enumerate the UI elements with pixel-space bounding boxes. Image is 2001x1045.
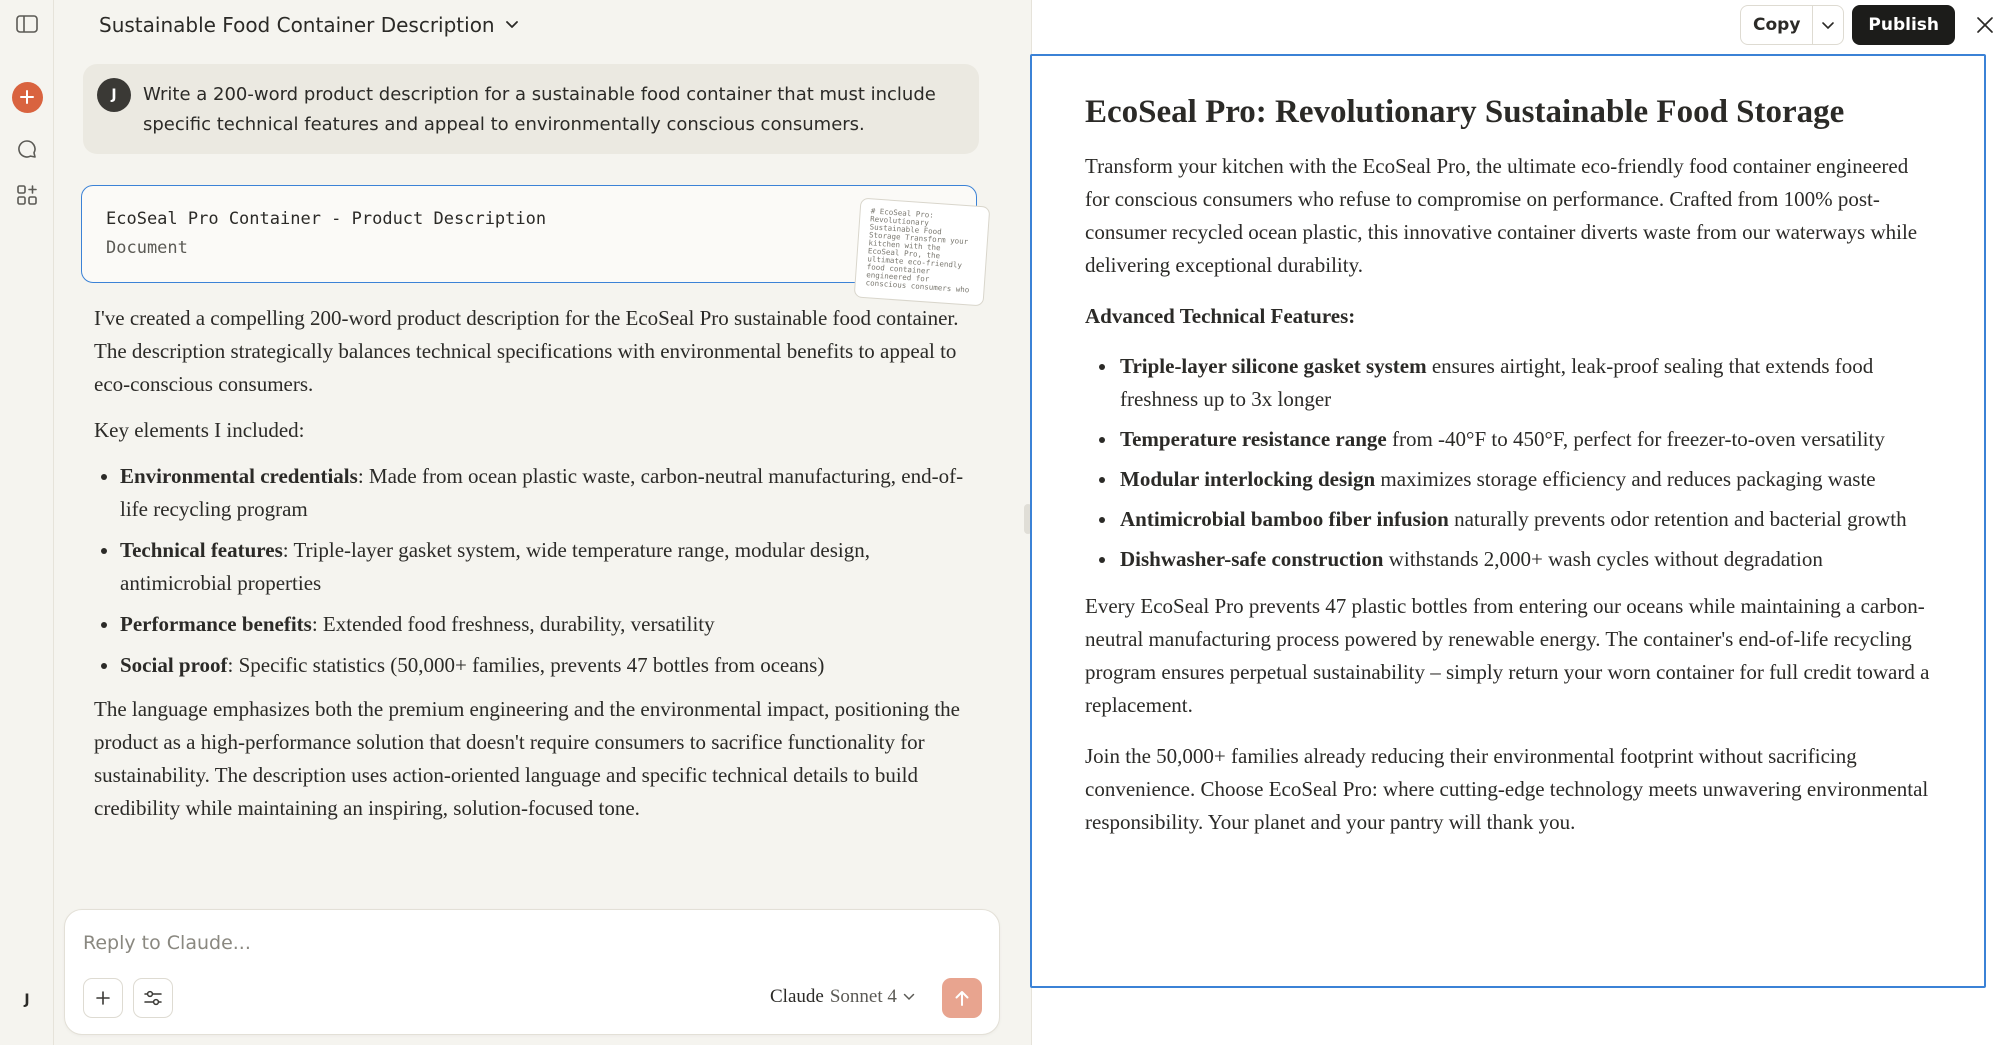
model-selector[interactable] (770, 986, 915, 1008)
copy-button[interactable]: Copy (1741, 6, 1813, 44)
model-version: Sonnet 4 (829, 986, 897, 1007)
list-item: Modular interlocking design maximizes storage efficiency and reduces packaging waste (1085, 463, 1935, 496)
copy-split-button (1740, 5, 1844, 45)
document-paragraph: Join the 50,000+ families already reducing their environmental footprint without sacrificing convenience. Choose EcoSeal Pro: where cutting-edge technology meets unwavering environmental responsibility. Your planet and your pantry will thank you. (1085, 744, 1929, 834)
reply-input[interactable] (83, 932, 963, 954)
user-message-text: Write a 200-word product description for a sustainable food container that must include specific technical features and appeal to environmentally conscious consumers. (143, 84, 936, 135)
settings-sliders-icon (144, 990, 162, 1006)
features-list (1085, 350, 1935, 576)
artifact-card[interactable] (81, 185, 977, 295)
projects-icon (16, 184, 38, 206)
user-message (83, 64, 979, 154)
new-chat-button[interactable] (8, 78, 46, 116)
document-title: EcoSeal Pro: Revolutionary Sustainable Food Storage (1085, 94, 1845, 130)
artifact-thumbnail: # EcoSeal Pro: Revolutionary Sustainable Food Storage Transform your kitchen with the EcoSeal Pro, the ultimate eco-friendly food container engineered for conscious consumers who (854, 198, 991, 307)
list-item: Antimicrobial bamboo fiber infusion naturally prevents odor retention and bacterial growth (1085, 503, 1935, 536)
close-icon (1976, 16, 1994, 34)
reply-key-heading: Key elements I included: (94, 418, 305, 442)
artifact-card-type: Document (106, 238, 188, 258)
avatar: J (97, 78, 131, 112)
left-rail (0, 0, 54, 1045)
composer (64, 909, 1000, 1035)
list-item: Dishwasher-safe construction withstands 2,000+ wash cycles without degradation (1085, 543, 1935, 576)
projects-button[interactable] (8, 176, 46, 214)
close-artifact-button[interactable] (1969, 9, 2001, 41)
reply-closing: The language emphasizes both the premium engineering and the environmental impact, positioning the product as a high-performance solution that doesn't require consumers to sacrifice functionality for sustainability. The description uses action-oriented language and specific technical details to build credibility while maintaining an inspiring, solution-focused tone. (94, 697, 961, 820)
features-heading: Advanced Technical Features: (1085, 304, 1356, 328)
list-item: Temperature resistance range from -40°F to 450°F, perfect for freezer-to-oven versatility (1085, 423, 1935, 456)
list-item: Triple-layer silicone gasket system ensures airtight, leak-proof sealing that extends food freshness up to 3x longer (1085, 350, 1935, 416)
sidebar-toggle-button[interactable] (8, 5, 46, 43)
tools-button[interactable] (133, 978, 173, 1018)
list-item: Environmental credentials: Made from ocean plastic waste, carbon-neutral manufacturing, end-of-life recycling program (94, 460, 984, 526)
document-intro: Transform your kitchen with the EcoSeal Pro, the ultimate eco-friendly food container engineered for conscious consumers who refuse to compromise on performance. Crafted from 100% post-consumer recycled ocean plastic, this innovative container diverts waste from our waterways while delivering exceptional durability. (1085, 154, 1918, 277)
publish-button[interactable]: Publish (1852, 5, 1955, 45)
send-button[interactable] (942, 978, 982, 1018)
artifact-toolbar (1740, 5, 2001, 45)
new-chat-icon (12, 82, 43, 113)
chat-title: Sustainable Food Container Description (99, 13, 495, 37)
chats-icon (16, 138, 38, 160)
list-item: Performance benefits: Extended food freshness, durability, versatility (94, 608, 984, 641)
chat-title-menu[interactable] (99, 10, 519, 40)
chevron-down-icon (1821, 21, 1835, 30)
send-arrow-icon (954, 989, 970, 1007)
document-body (1085, 90, 1935, 857)
list-item: Social proof: Specific statistics (50,000+ families, prevents 47 bottles from oceans) (94, 649, 984, 682)
add-attachment-button[interactable] (83, 978, 123, 1018)
model-name: Claude (770, 986, 824, 1007)
list-item: Technical features: Triple-layer gasket system, wide temperature range, modular design, antimicrobial properties (94, 534, 984, 600)
sidebar-toggle-icon (16, 15, 38, 33)
reply-key-list (94, 460, 984, 682)
user-menu-avatar[interactable]: J (24, 992, 30, 1008)
artifact-card-title: EcoSeal Pro Container - Product Description (106, 209, 547, 229)
assistant-reply (94, 302, 984, 838)
copy-options-button[interactable] (1813, 6, 1843, 44)
reply-intro: I've created a compelling 200-word product description for the EcoSeal Pro sustainable food container. The description strategically balances technical specifications with environmental benefits to appeal to eco-conscious consumers. (94, 306, 959, 396)
plus-icon (95, 990, 111, 1006)
chevron-down-icon (903, 993, 915, 1001)
artifact-document (1030, 54, 1986, 988)
chevron-down-icon (505, 20, 519, 30)
chats-button[interactable] (8, 130, 46, 168)
chat-pane (54, 0, 1031, 1045)
document-paragraph: Every EcoSeal Pro prevents 47 plastic bottles from entering our oceans while maintaining a carbon-neutral manufacturing process powered by renewable energy. The container's end-of-life recycling program ensures perpetual sustainability – simply return your worn container for full credit toward a replacement. (1085, 594, 1930, 717)
